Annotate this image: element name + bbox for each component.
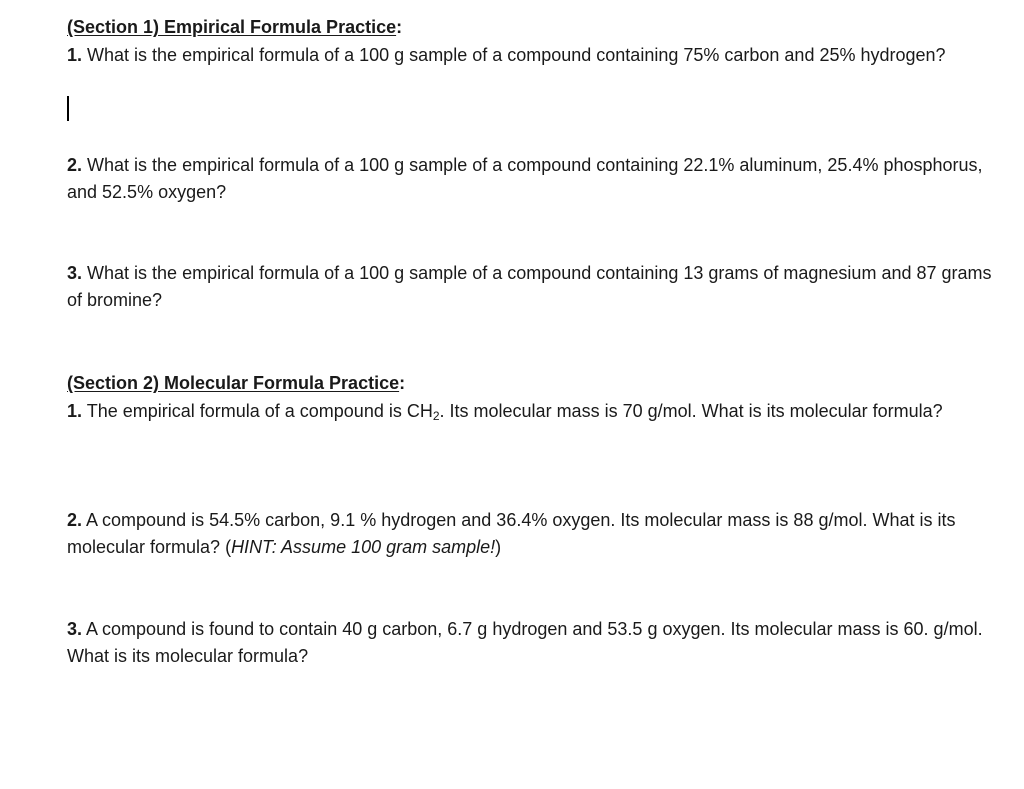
- text-cursor: [67, 96, 69, 121]
- section-2-heading: [67, 370, 405, 397]
- section-2-title: (Section 2) Molecular Formula Practice: [67, 373, 400, 393]
- question-text: What is the empirical formula of a 100 g sample of a compound containing 13 grams of magnesium and 87 grams of bromine?: [67, 263, 992, 310]
- section-1-heading: [67, 14, 402, 41]
- question-text: What is the empirical formula of a 100 g sample of a compound containing 75% carbon and 25% hydrogen?: [87, 45, 946, 65]
- question-number: 3.: [67, 263, 83, 283]
- question-text-end: ): [495, 537, 502, 557]
- section-1-title: (Section 1) Empirical Formula Practice: [67, 17, 397, 37]
- section-1-question-1: [67, 42, 1002, 69]
- section-2-question-3: [67, 616, 1002, 670]
- section-1-question-2: [67, 152, 1002, 206]
- section-2-question-1: [67, 398, 1002, 425]
- question-number: 2.: [67, 510, 83, 530]
- question-text: A compound is found to contain 40 g carbon, 6.7 g hydrogen and 53.5 g oxygen. Its molecular mass is 60. g/mol. What is its molecular formula?: [67, 619, 983, 666]
- section-1-question-3: [67, 260, 1002, 314]
- section-1-colon: :: [396, 17, 403, 37]
- question-text: What is the empirical formula of a 100 g sample of a compound containing 22.1% aluminum, 25.4% phosphorus, and 52.5% oxygen?: [67, 155, 983, 202]
- section-2-question-2: [67, 507, 1002, 561]
- question-text: The empirical formula of a compound is CH: [86, 401, 433, 421]
- question-number: 2.: [67, 155, 83, 175]
- question-number: 1.: [67, 45, 83, 65]
- question-number: 3.: [67, 619, 83, 639]
- question-text: A compound is 54.5% carbon, 9.1 % hydrogen and 36.4% oxygen. Its molecular mass is 88 g/mol. What is its molecular formula? (: [67, 510, 956, 557]
- formula-subscript: 2: [432, 409, 440, 423]
- section-2-colon: :: [399, 373, 406, 393]
- question-text-continued: . Its molecular mass is 70 g/mol. What is its molecular formula?: [439, 401, 943, 421]
- question-number: 1.: [67, 401, 83, 421]
- hint-text: HINT: Assume 100 gram sample!: [231, 537, 496, 557]
